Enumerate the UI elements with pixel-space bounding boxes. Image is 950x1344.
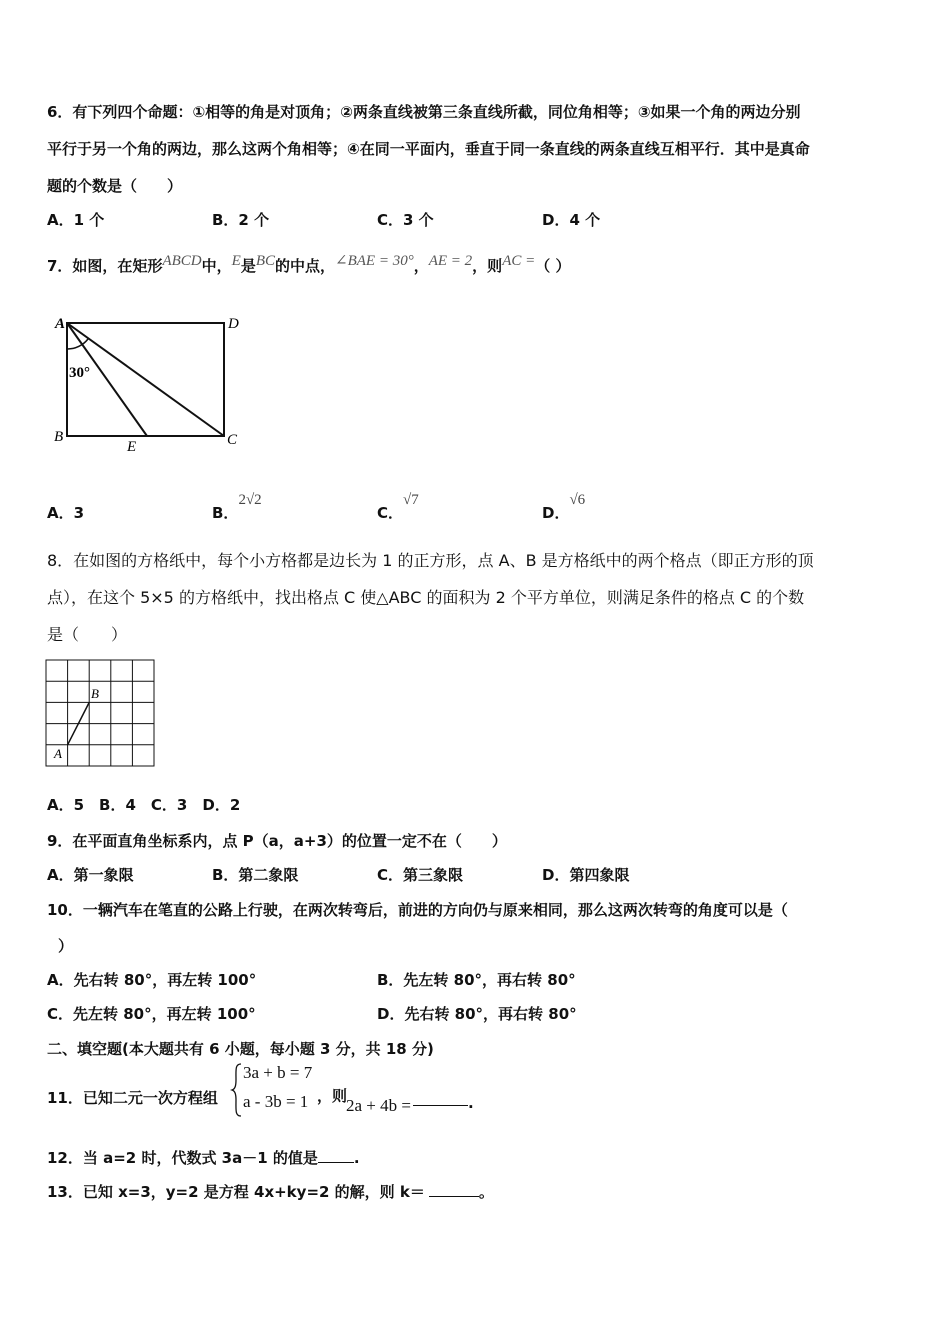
q9-option-d: D．第四象限 bbox=[542, 866, 630, 884]
section-2-heading: 二、填空题(本大题共有 6 小题，每小题 3 分，共 18 分) bbox=[47, 1040, 434, 1058]
label-e: E bbox=[127, 439, 137, 455]
label-c: C bbox=[227, 432, 238, 448]
q11-prefix: 11．已知二元一次方程组 bbox=[47, 1089, 218, 1107]
q9-option-b: B．第二象限 bbox=[212, 866, 299, 884]
q7-comma1: ， bbox=[413, 257, 429, 275]
q7-option-a: A．3 bbox=[47, 504, 85, 522]
grid-border bbox=[46, 660, 154, 766]
q7-rect-name: ABCD bbox=[162, 253, 202, 269]
q11-answer-blank[interactable] bbox=[413, 1105, 468, 1106]
q8-line-3: 是（ ） bbox=[47, 625, 128, 644]
q6-option-d: D．4 个 bbox=[542, 211, 601, 229]
q7-comma2: ，则 bbox=[472, 257, 503, 275]
q6-option-b: B．2 个 bbox=[212, 211, 270, 229]
q8-line-2: 点），在这个 5×5 的方格纸中，找出格点 C 使△ABC 的面积为 2 个平方单位，则满足条件的格点 C 的个数 bbox=[47, 588, 805, 607]
q11-end: . bbox=[468, 1094, 474, 1112]
q7-option-d-value: √6 bbox=[569, 492, 586, 508]
q7-stem bbox=[47, 253, 571, 277]
label-b: B bbox=[54, 429, 64, 445]
q7-prefix: 7．如图，在矩形 bbox=[47, 257, 163, 275]
q7-point-e: E bbox=[231, 253, 241, 269]
q12-text: 12．当 a=2 时，代数式 3a－1 的值是 bbox=[47, 1149, 318, 1167]
q10-option-a: A．先右转 80°，再左转 100° bbox=[47, 971, 257, 989]
angle-label: 30° bbox=[69, 365, 90, 381]
q9-option-a: A．第一象限 bbox=[47, 866, 134, 884]
segment-ac bbox=[67, 323, 224, 436]
q8-line-1: 8．在如图的方格纸中，每个小方格都是边长为 1 的正方形，点 A、B 是方格纸中的两个格点（即正方形的顶 bbox=[47, 551, 814, 570]
q7-seg-bc: BC bbox=[255, 253, 275, 269]
q12-end: . bbox=[353, 1149, 360, 1167]
grid-label-a: A bbox=[54, 746, 62, 761]
q10-option-c: C．先左转 80°，再左转 100° bbox=[47, 1005, 256, 1023]
q6-option-c: C．3 个 bbox=[377, 211, 434, 229]
q7-mid2: 是 bbox=[240, 257, 256, 275]
q6-line-1: 6．有下列四个命题：①相等的角是对顶角；②两条直线被第三条直线所截，同位角相等；③如果一个角的两边分别 bbox=[47, 103, 801, 121]
label-d: D bbox=[228, 316, 239, 332]
q13-answer-blank[interactable] bbox=[429, 1182, 479, 1197]
q11-eq1: 3a + b = 7 bbox=[243, 1063, 313, 1082]
q11-mid: ，则 bbox=[317, 1087, 348, 1105]
q6-line-2: 平行于另一个角的两边，那么这两个角相等；④在同一平面内，垂直于同一条直线的两条直线互相平行．其中是真命 bbox=[47, 140, 810, 158]
q10-line-2: ） bbox=[58, 937, 74, 955]
q9-stem: 9．在平面直角坐标系内，点 P（a，a+3）的位置一定不在（ ） bbox=[47, 832, 507, 850]
q7-option-b-value: 2√2 bbox=[238, 492, 262, 508]
q10-line-1: 10．一辆汽车在笔直的公路上行驶，在两次转弯后，前进的方向仍与原来相同，那么这两次转弯的角度可以是（ bbox=[47, 901, 788, 919]
q13-line bbox=[47, 1182, 494, 1202]
q11-brace bbox=[230, 1062, 244, 1118]
q13-end: 。 bbox=[478, 1183, 494, 1201]
q11-eq2: a - 3b = 1 bbox=[243, 1092, 309, 1111]
label-a: A bbox=[55, 316, 66, 332]
q12-answer-blank[interactable] bbox=[318, 1148, 354, 1163]
q7-option-c-value: √7 bbox=[403, 492, 419, 508]
q7-mid3: 的中点， bbox=[275, 257, 336, 275]
q7-ae: AE = 2 bbox=[428, 253, 473, 269]
q7-option-d: D．√6 bbox=[542, 492, 586, 522]
q8-options: A．5 B．4 C．3 D．2 bbox=[47, 796, 241, 814]
q10-option-d: D．先右转 80°，再右转 80° bbox=[377, 1005, 577, 1023]
q11-expr: 2a + 4b = bbox=[346, 1096, 411, 1115]
q7-angle: ∠BAE = 30° bbox=[335, 253, 414, 269]
q6-option-a: A．1 个 bbox=[47, 211, 105, 229]
grid-label-b: B bbox=[91, 686, 99, 701]
q7-option-b: B．2√2 bbox=[212, 492, 262, 522]
q7-paren: （ ） bbox=[535, 257, 571, 275]
q7-option-c: C．√7 bbox=[377, 492, 419, 522]
q6-line-3: 题的个数是（ ） bbox=[47, 177, 183, 195]
q7-ac: AC = bbox=[502, 253, 536, 269]
q12-line bbox=[47, 1148, 360, 1168]
q10-option-b: B．先左转 80°，再右转 80° bbox=[377, 971, 576, 989]
q7-rectangle-figure bbox=[40, 305, 260, 465]
q13-text: 13．已知 x=3，y=2 是方程 4x+ky=2 的解，则 k＝ bbox=[47, 1183, 425, 1201]
q9-option-c: C．第三象限 bbox=[377, 866, 464, 884]
q8-grid-figure bbox=[44, 658, 158, 770]
q7-mid1: 中， bbox=[201, 257, 232, 275]
